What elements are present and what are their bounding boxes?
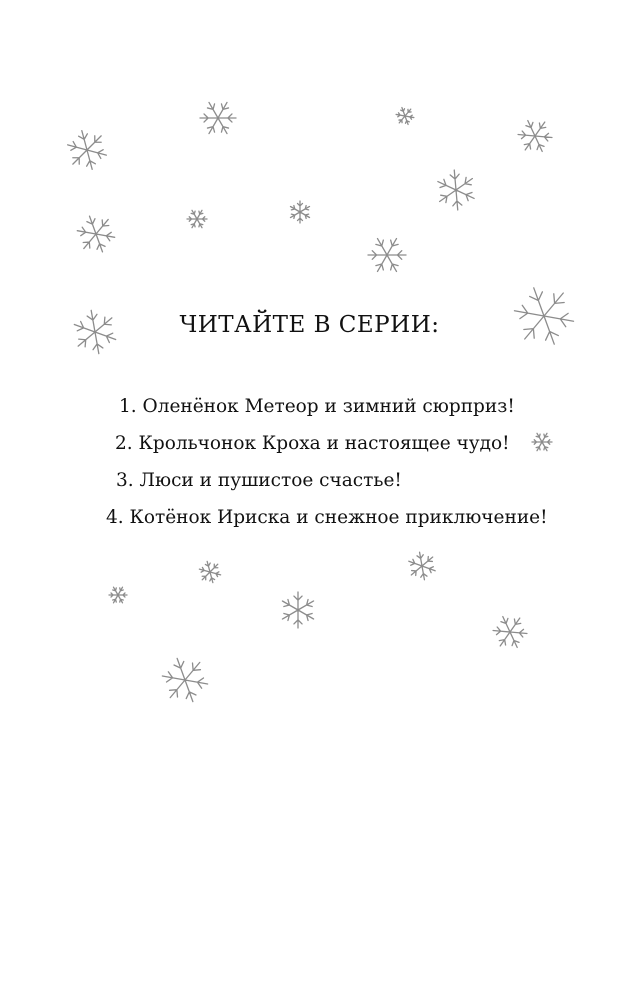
book-item-1: 1. Оленёнок Метеор и зимний сюрприз! <box>119 396 515 417</box>
snowflake-icon <box>517 120 553 152</box>
snowflake-icon <box>63 128 111 172</box>
snowflake-icon <box>532 433 552 450</box>
snowflake-icon <box>492 616 528 648</box>
snowflake-icon <box>74 215 117 254</box>
snowflake-icon <box>395 107 415 125</box>
snowflake-icon <box>197 560 223 584</box>
book-item-3: 3. Люси и пушистое счастье! <box>116 470 402 491</box>
book-item-4: 4. Котёнок Ириска и снежное приключение! <box>106 507 548 528</box>
book-item-2: 2. Крольчонок Кроха и настоящее чудо! <box>115 433 510 454</box>
snowflake-icon <box>431 166 482 214</box>
snowflake-icon <box>405 550 440 582</box>
snowflake-icon <box>200 102 236 133</box>
snowflake-icon <box>109 587 127 603</box>
series-heading: ЧИТАЙТЕ В СЕРИИ: <box>179 312 440 338</box>
snowflake-icon <box>275 587 322 632</box>
snowflake-icon <box>187 210 207 227</box>
snowflake-icon <box>368 239 406 272</box>
snowflake-icon <box>159 656 211 703</box>
snowflake-icon <box>286 198 315 226</box>
